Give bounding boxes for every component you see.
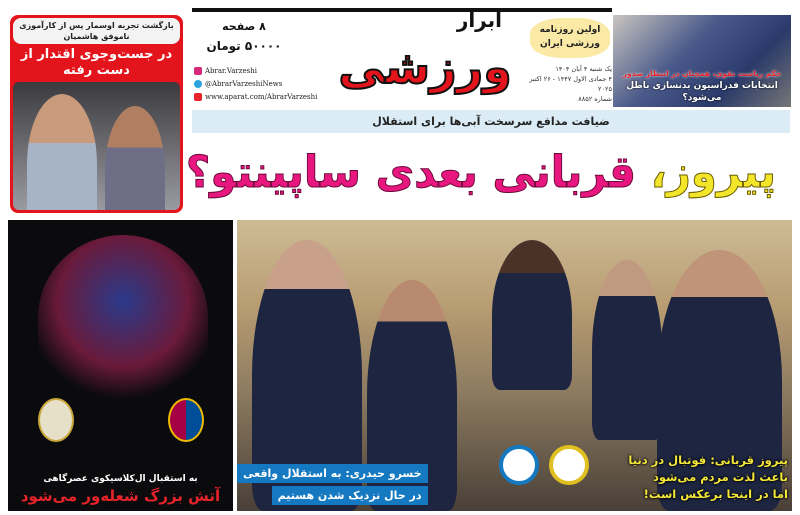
caption-line: اما در اینجا برعکس است! (643, 487, 788, 501)
social-instagram[interactable] (194, 67, 257, 75)
slogan-line: ورزشی ایران (540, 39, 600, 49)
caption-right (588, 452, 788, 503)
caption-line: پیروز قربانی: فوتبال در دنیا (628, 453, 788, 467)
story-headline: آتش بزرگ شعله‌ور می‌شود (20, 487, 221, 505)
story-kicker: بازگشت تجربه اوسمار پس از کارآموزی ناموفق هاشمیان (13, 18, 180, 44)
slogan-line: اولین روزنامه (539, 25, 601, 35)
story-headline: انتخابات فدراسیون بدنسازی باطل می‌شود؟ (626, 81, 778, 103)
main-photo (237, 220, 792, 511)
esteghlal-logo-icon (499, 445, 539, 485)
caption-left-line1: خسرو حیدری: به استقلال واقعی (237, 464, 428, 483)
caption-line: باعث لذت مردم می‌شود (653, 470, 788, 484)
date-line: ۴ جمادی الاول ۱۴۴۷ - ۲۶ اکتبر ۲۰۲۵ (529, 75, 612, 93)
aparat-icon (194, 93, 202, 101)
newspaper-logo (330, 8, 520, 107)
social-text: Abrar.Varzeshi (205, 67, 257, 75)
social-telegram[interactable] (194, 80, 282, 88)
caption-left-line2: در حال نزدیک شدن هستیم (272, 486, 428, 505)
barcelona-crest-icon (168, 398, 204, 442)
main-kicker: ضیافت مدافع سرسخت آبی‌ها برای استقلال (192, 110, 790, 133)
date-line: یک شنبه ۴ آبان ۱۴۰۴ (555, 65, 612, 73)
social-text: www.aparat.com/AbrarVarzeshi (205, 93, 318, 101)
logo-main-text: ورزشی (338, 40, 512, 94)
telegram-icon (194, 80, 202, 88)
real-madrid-crest-icon (38, 398, 74, 442)
issue-number: شماره ۸۸۵۲ (578, 95, 612, 103)
social-aparat[interactable] (194, 93, 317, 101)
headline-highlight: پیروز، (650, 147, 777, 198)
issue-date (520, 64, 612, 104)
instagram-icon (194, 67, 202, 75)
federation-logo-icon (549, 445, 589, 485)
price: ۵۰۰۰۰ تومان (206, 39, 282, 53)
players-photo (38, 235, 208, 400)
right-top-story[interactable] (613, 15, 791, 107)
logo-top-text: ابرار (456, 8, 502, 32)
headline-rest: قربانی بعدی ساپینتو؟ (186, 147, 651, 198)
left-top-story[interactable] (10, 15, 183, 213)
story-kicker: به استقبال ال‌کلاسیکوی عصرگاهی (43, 474, 198, 484)
social-text: @AbrarVarzeshiNews (205, 80, 283, 88)
story-photo (13, 82, 180, 210)
story-headline: در جست‌وجوی اقتدار از دست رفته (20, 47, 173, 78)
slogan-badge (530, 18, 610, 58)
story-kicker: حکم ریاست تقوی، همچنان در انتظار صدور (622, 69, 782, 78)
el-clasico-story[interactable] (8, 220, 233, 511)
page-count: ۸ صفحه (222, 20, 266, 33)
main-headline[interactable] (186, 135, 790, 210)
